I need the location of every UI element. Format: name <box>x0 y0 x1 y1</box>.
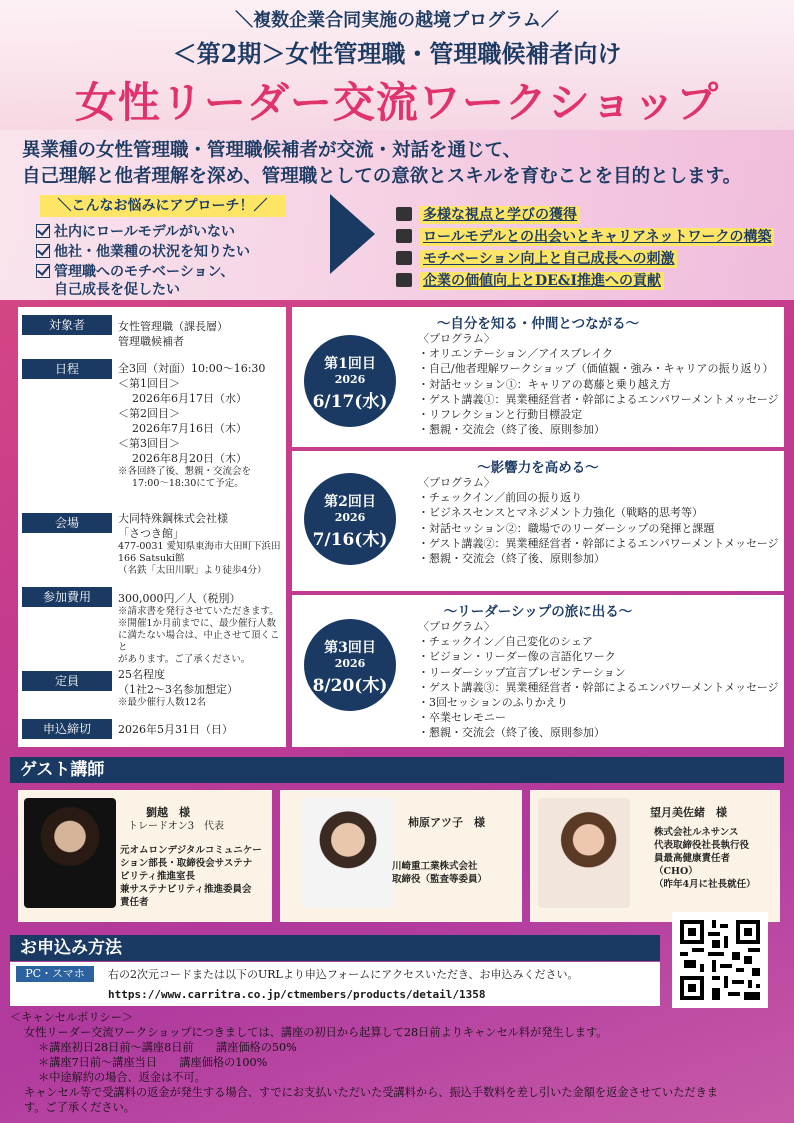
value-deadline: 2026年5月31日（日） <box>118 723 233 736</box>
worry-item: 管理職へのモチベーション、 <box>36 261 234 281</box>
label-venue: 会場 <box>22 513 112 533</box>
apply-url-link[interactable]: https://www.carritra.co.jp/ctmembers/products/detail/1358 <box>108 988 486 1001</box>
value-fee: 300,000円／人（税別） ※請求書を発行させていただきます。 ※開催1か月前までに、最少催行人数 に満たない場合は、中止させて頂くこと があります。ご了承ください。 <box>118 592 280 665</box>
thumbs-up-icon <box>396 251 412 265</box>
check-icon <box>36 264 50 278</box>
value-schedule: 全3回（対面）10:00～16:30 ＜第1回目＞ 2026年6月17日（水） ＜第2回目＞ 2026年7月16日（木） ＜第3回目＞ 2026年8月20日（木） ※各回終了後、懇親・交流会を 17:00～18:30にて予定。 <box>118 362 266 489</box>
label-deadline: 申込締切 <box>22 719 112 739</box>
session-program-list: 〈プログラム〉 ・チェックイン／前回の振り返り ・ビジネスセンスとマネジメント力強化（戦略的思考等） ・対話セッション②：職場でのリーダーシップの発揮と課題 ・ゲスト講義②：異業種経営者・幹部によるエンパワーメントメッセージ ・懇親・交流会（終了後、原則参加） <box>418 476 779 566</box>
header-subtitle: ＼複数企業合同実施の越境プログラム／ <box>235 10 559 31</box>
intro-text: 異業種の女性管理職・管理職候補者が交流・対話を通じて、 自己理解と他者理解を深め、管理職としての意欲とスキルを育むことを目的とします。 <box>22 140 742 187</box>
thumbs-up-icon <box>396 229 412 243</box>
check-icon <box>36 244 50 258</box>
pc-label: PC・スマホ <box>16 966 94 982</box>
gain-item: ロールモデルとの出会いとキャリアネットワークの構築 <box>396 226 774 246</box>
worry-item: 他社・他業種の状況を知りたい <box>36 241 250 261</box>
thumbs-up-icon <box>396 207 412 221</box>
value-capacity: 25名程度 （1社2～3名参加想定） ※最少催行人数12名 <box>118 668 238 708</box>
value-venue: 大同特殊鋼株式会社様 「さつき館」 477-0031 愛知県東海市大田町下浜田 166 Satsuki館 （名鉄「太田川駅」より徒歩4分） <box>118 512 281 576</box>
label-fee: 参加費用 <box>22 587 112 607</box>
apply-heading: お申込み方法 <box>10 935 660 961</box>
session-title: ～影響力を高める～ <box>477 460 599 476</box>
check-icon <box>36 224 50 238</box>
header <box>0 0 794 130</box>
label-capacity: 定員 <box>22 671 112 691</box>
worry-item-cont: 自己成長を促したい <box>54 282 180 298</box>
session-program-list: 〈プログラム〉 ・オリエンテーション／アイスブレイク ・自己/他者理解ワークショップ（価値観・強み・キャリアの振り返り） ・対話セッション①：キャリアの葛藤と乗り越え方 ・ゲスト講義①：異業種経営者・幹部によるエンパワーメントメッセージ ・リフレクションと行動目標設定 ・懇親・交流会（終了後、原則参加） <box>418 332 779 437</box>
session-date-badge: 第1回目 2026 6/17(水) <box>304 335 396 427</box>
gain-item: 多様な視点と学びの獲得 <box>396 204 580 224</box>
info-panel <box>18 307 286 747</box>
gain-item: モチベーション向上と自己成長への刺激 <box>396 248 677 268</box>
page-title: 女性リーダー交流ワークショップ <box>74 78 720 127</box>
session-program-list: 〈プログラム〉 ・チェックイン／自己変化のシェア ・ビジョン・リーダー像の言語化ワーク ・リーダーシップ宣言プレゼンテーション ・ゲスト講義③：異業種経営者・幹部によるエンパワーメントメッセージ ・3回セッションのふりかえり ・卒業セレモニー ・懇親・交流会（終了後、原則参加） <box>418 620 779 740</box>
session-date-badge: 第2回目 2026 7/16(木) <box>304 473 396 565</box>
guest-photo <box>24 798 116 908</box>
apply-text: 右の2次元コードまたは以下のURLより申込フォームにアクセスいただき、お申込みください。 <box>108 968 579 981</box>
value-target: 女性管理職（課長層） 管理職候補者 <box>118 320 228 348</box>
worry-heading: ＼こんなお悩みにアプローチ！／ <box>40 195 285 217</box>
guest-bio: 元オムロンデジタルコミュニケー ション部長・取締役会サステナ ビリティ推進室長 兼サステナビリティ推進委員会 責任者 <box>120 845 262 908</box>
worry-item: 社内にロールモデルがいない <box>36 221 235 241</box>
apply-box <box>10 962 660 1006</box>
label-schedule: 日程 <box>22 359 112 379</box>
qr-code[interactable] <box>672 912 768 1008</box>
guest-photo <box>538 798 630 908</box>
label-target: 対象者 <box>22 315 112 335</box>
header-cohort: ＜第2期＞女性管理職・管理職候補者向け <box>172 39 622 68</box>
session-title: ～自分を知る・仲間とつながる～ <box>436 316 640 332</box>
guest-card-1: 劉越 様 トレードオン3 代表 元オムロンデジタルコミュニケー ション部長・取締役会サステナ ビリティ推進室長 兼サステナビリティ推進委員会 責任者 <box>18 790 272 922</box>
gain-item: 企業の価値向上とDE&I推進への貢献 <box>396 270 664 290</box>
session-1 <box>292 307 784 447</box>
thumbs-up-icon <box>396 273 412 287</box>
session-2 <box>292 451 784 591</box>
guest-card-3: 望月美佐緒 様 株式会社ルネサンス 代表取締役社長執行役 員最高健康責任者 （CHO） （昨年4月に社長就任） <box>530 790 780 922</box>
session-title: ～リーダーシップの旅に出る～ <box>443 604 633 620</box>
session-date-badge: 第3回目 2026 8/20(木) <box>304 619 396 711</box>
guest-heading: ゲスト講師 <box>10 757 784 783</box>
guest-card-2: 柿原アツ子 様 川崎重工業株式会社 取締役（監査等委員） <box>280 790 522 922</box>
guest-photo <box>302 798 394 908</box>
guest-bio: 株式会社ルネサンス 代表取締役社長執行役 員最高健康責任者 （CHO） （昨年4月に社長就任） <box>654 827 756 890</box>
session-3 <box>292 595 784 747</box>
guest-bio: 川崎重工業株式会社 取締役（監査等委員） <box>392 861 488 885</box>
cancel-policy: ＜キャンセルポリシー＞ 女性リーダー交流ワークショップにつきましては、講座の初日から起算して28日前よりキャンセル料が発生します。 ＊講座初日28日前～講座8日前 講座価格の50% ＊講座7日前～講座当日 講座価格の100% ＊中途解約の場合、返金は不可。 キャンセル等で受講料の返金が発生する場合、すでにお支払いただいた受講料から、振込手数料を差し引いた金額を返金させていただきま す。ご了承ください。 <box>10 1011 718 1114</box>
arrow-right-icon <box>330 194 375 274</box>
